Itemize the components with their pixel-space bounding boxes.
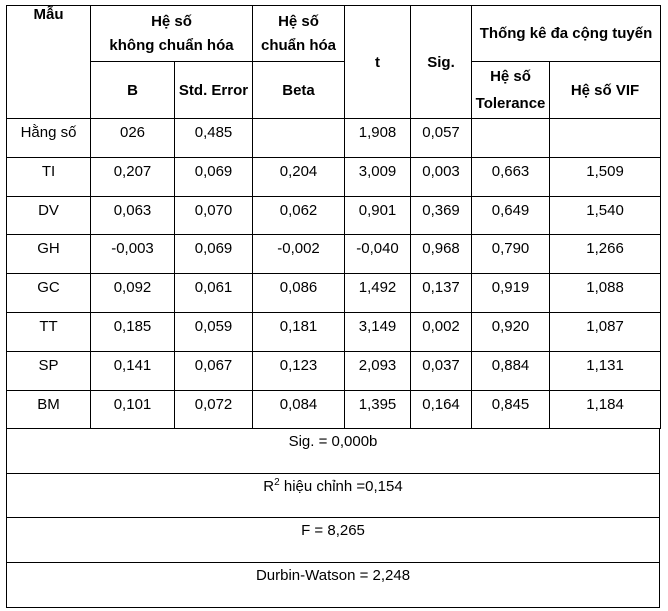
- cell-t: 1,395: [345, 390, 411, 429]
- cell-variable: TI: [7, 157, 91, 196]
- summary-sig: Sig. = 0,000b: [7, 429, 659, 474]
- cell-t: 3,149: [345, 312, 411, 351]
- cell-variable: GC: [7, 274, 91, 313]
- cell-b: -0,003: [91, 235, 175, 274]
- cell-sig: 0,369: [411, 196, 472, 235]
- cell-sig: 0,003: [411, 157, 472, 196]
- cell-beta: 0,062: [253, 196, 345, 235]
- header-collinearity: Thống kê đa cộng tuyến: [472, 6, 661, 62]
- summary-r2: [7, 474, 659, 519]
- cell-t: 1,908: [345, 119, 411, 158]
- cell-variable: GH: [7, 235, 91, 274]
- cell-sig: 0,057: [411, 119, 472, 158]
- summary-r2-rest: hiệu chỉnh =0,154: [279, 477, 403, 495]
- cell-sig: 0,137: [411, 274, 472, 313]
- cell-vif: 1,540: [550, 196, 661, 235]
- cell-b: 026: [91, 119, 175, 158]
- cell-vif: [550, 119, 661, 158]
- cell-sig: 0,037: [411, 351, 472, 390]
- table-row: [7, 312, 661, 351]
- cell-std-error: 0,069: [175, 157, 253, 196]
- cell-vif: 1,509: [550, 157, 661, 196]
- cell-tolerance: 0,919: [472, 274, 550, 313]
- cell-vif: 1,184: [550, 390, 661, 429]
- summary-r2-superscript: 2: [274, 476, 280, 488]
- cell-variable: TT: [7, 312, 91, 351]
- cell-vif: 1,266: [550, 235, 661, 274]
- cell-tolerance: 0,649: [472, 196, 550, 235]
- summary-r2-prefix: R: [263, 477, 275, 495]
- cell-t: 3,009: [345, 157, 411, 196]
- cell-std-error: 0,070: [175, 196, 253, 235]
- cell-t: 1,492: [345, 274, 411, 313]
- table-row: [7, 196, 661, 235]
- cell-beta: -0,002: [253, 235, 345, 274]
- header-unstandardized: [91, 6, 253, 62]
- cell-beta: [253, 119, 345, 158]
- table-row: [7, 235, 661, 274]
- header-std-line2: chuẩn hóa: [261, 37, 337, 54]
- header-sig: Sig.: [411, 6, 472, 119]
- cell-tolerance: 0,845: [472, 390, 550, 429]
- header-beta: Beta: [253, 62, 345, 119]
- model-summary: [6, 428, 660, 608]
- cell-variable: Hằng số: [7, 119, 91, 158]
- cell-b: 0,063: [91, 196, 175, 235]
- cell-beta: 0,123: [253, 351, 345, 390]
- regression-table: [6, 5, 661, 429]
- header-tol-line2: Tolerance: [475, 95, 546, 112]
- cell-tolerance: 0,884: [472, 351, 550, 390]
- header-std-error: Std. Error: [175, 62, 253, 119]
- cell-variable: BM: [7, 390, 91, 429]
- cell-std-error: 0,059: [175, 312, 253, 351]
- cell-beta: 0,204: [253, 157, 345, 196]
- header-tolerance: [472, 62, 550, 119]
- summary-f: F = 8,265: [7, 518, 659, 563]
- cell-beta: 0,084: [253, 390, 345, 429]
- cell-tolerance: [472, 119, 550, 158]
- cell-beta: 0,181: [253, 312, 345, 351]
- header-t: t: [345, 6, 411, 119]
- header-b: B: [91, 62, 175, 119]
- summary-durbin-watson: Durbin-Watson = 2,248: [255, 566, 411, 584]
- cell-tolerance: 0,920: [472, 312, 550, 351]
- header-unstd-line1: Hệ số: [151, 13, 192, 30]
- cell-sig: 0,164: [411, 390, 472, 429]
- header-unstd-line2: không chuẩn hóa: [109, 37, 234, 54]
- table-row: [7, 119, 661, 158]
- cell-t: 2,093: [345, 351, 411, 390]
- cell-vif: 1,088: [550, 274, 661, 313]
- cell-beta: 0,086: [253, 274, 345, 313]
- header-model: Mẫu: [7, 6, 91, 119]
- cell-b: 0,141: [91, 351, 175, 390]
- cell-std-error: 0,069: [175, 235, 253, 274]
- cell-tolerance: 0,663: [472, 157, 550, 196]
- cell-t: -0,040: [345, 235, 411, 274]
- cell-variable: SP: [7, 351, 91, 390]
- cell-b: 0,207: [91, 157, 175, 196]
- header-tol-line1: Hệ số: [490, 68, 531, 85]
- cell-b: 0,092: [91, 274, 175, 313]
- cell-tolerance: 0,790: [472, 235, 550, 274]
- table-row: [7, 157, 661, 196]
- table-row: [7, 351, 661, 390]
- header-vif: Hệ số VIF: [550, 62, 661, 119]
- cell-vif: 1,131: [550, 351, 661, 390]
- header-std-line1: Hệ số: [278, 13, 319, 30]
- cell-b: 0,101: [91, 390, 175, 429]
- cell-vif: 1,087: [550, 312, 661, 351]
- cell-variable: DV: [7, 196, 91, 235]
- header-standardized: [253, 6, 345, 62]
- cell-std-error: 0,067: [175, 351, 253, 390]
- table-row: [7, 390, 661, 429]
- cell-sig: 0,002: [411, 312, 472, 351]
- cell-std-error: 0,072: [175, 390, 253, 429]
- table-row: [7, 274, 661, 313]
- cell-b: 0,185: [91, 312, 175, 351]
- cell-std-error: 0,061: [175, 274, 253, 313]
- cell-sig: 0,968: [411, 235, 472, 274]
- cell-std-error: 0,485: [175, 119, 253, 158]
- cell-t: 0,901: [345, 196, 411, 235]
